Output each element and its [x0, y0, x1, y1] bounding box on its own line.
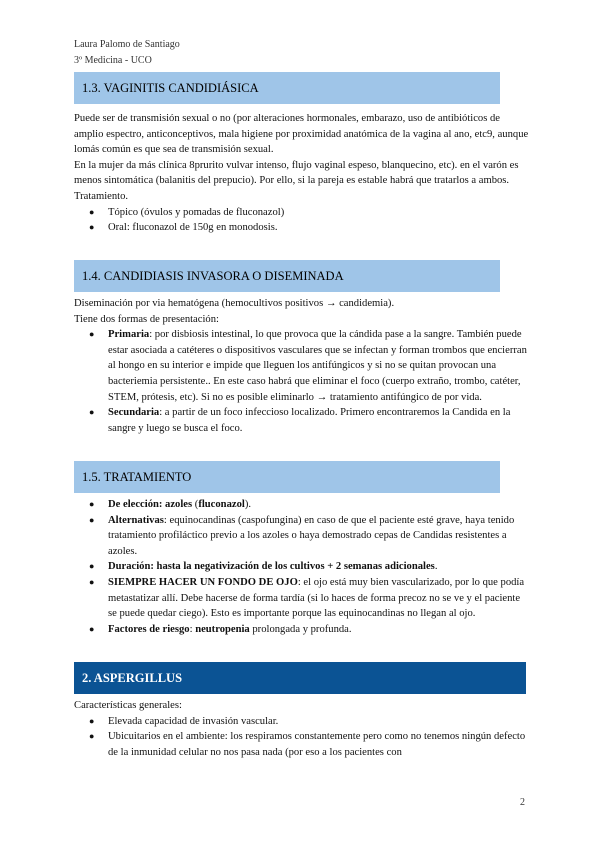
list-item-alternativas: ● Alternativas: equinocandinas (caspofungina) en caso de que el paciente esté grave, haya tenido tratamiento profiláctico previo a los azoles o haya demostrado cepas de Candidas resistentes a azoles.: [89, 514, 515, 557]
aspergillus-list: [74, 714, 530, 761]
tratamiento-list: [74, 497, 530, 637]
header-course: 3º Medicina - UCO: [74, 55, 152, 66]
vaginitis-paragraph-1: Puede ser de transmisión sexual o no (por alteraciones hormonales, embarazo, uso de antibióticos de amplio espectro, anticonceptivos, mala higiene por proximidad anatómica de la vagina al ano, etc9, aunque lomás común es que sea de transmisión sexual.: [74, 113, 529, 156]
candidiasis-paragraph-2: Tiene dos formas de presentación:: [74, 313, 219, 325]
bullet-icon: ●: [89, 514, 95, 525]
bullet-icon: ●: [89, 715, 95, 726]
list-item-fondo-de-ojo: ● SIEMPRE HACER UN FONDO DE OJO: el ojo está muy bien vascularizado, por lo que podía metastatizar allí. Debe hacerse de forma tardía (si lo haces de forma precoz no se ve y el paciente se puede quedar ciego). Esto es importante porque las equinocandinas no llegan al ojo.: [89, 576, 525, 620]
list-item-secundaria: ● Secundaria: a partir de un foco infeccioso localizado. Primero encontraremos la Candida en la sangre y luego se busca el foco.: [89, 407, 511, 434]
candidiasis-paragraph-1: Diseminación por via hematógena (hemocultivos positivos → candidemia).: [74, 298, 395, 309]
list-item: ● Oral: fluconazol de 150g en monodosis.: [74, 220, 530, 236]
vaginitis-treatment-label: Tratamiento.: [74, 190, 129, 202]
bullet-icon: ●: [89, 329, 95, 340]
vaginitis-paragraph-2: En la mujer da más clínica 8prurito vulvar intenso, flujo vaginal espeso, blanquecino, etc). en el varón es menos sintomática (balanitis del prepucio). Por ello, si la pareja es estable habrá que tratarlos a ambos.: [74, 159, 519, 187]
section-aspergillus-body: [74, 698, 530, 760]
bullet-icon: ●: [89, 576, 95, 587]
page-header: [74, 37, 180, 69]
bullet-icon: ●: [89, 407, 95, 418]
section-candidiasis-body: [74, 296, 530, 436]
bullet-icon: ●: [89, 222, 95, 233]
list-item-eleccion: ● De elección: azoles (fluconazol).: [74, 497, 530, 513]
section-vaginitis-body: [74, 111, 530, 236]
candidiasis-forms-list: [74, 327, 530, 436]
vaginitis-treatment-list: [74, 205, 530, 236]
page-number: 2: [520, 797, 525, 808]
bullet-icon: ●: [89, 206, 95, 217]
heading-vaginitis: 1.3. VAGINITIS CANDIDIÁSICA: [74, 72, 500, 104]
heading-tratamiento: 1.5. TRATAMIENTO: [74, 461, 500, 493]
bullet-icon: ●: [89, 623, 95, 634]
list-item: ● Ubicuitarios en el ambiente: los respiramos constantemente pero como no tenemos ningún defecto de la inmunidad celular no nos pasa nada (por eso a los pacientes con: [89, 731, 526, 758]
list-item: ● Tópico (óvulos y pomadas de fluconazol): [74, 205, 530, 221]
bullet-icon: ●: [89, 499, 95, 509]
list-item: ● Elevada capacidad de invasión vascular.: [74, 714, 530, 730]
bullet-icon: ●: [89, 561, 95, 572]
aspergillus-intro: Características generales:: [74, 700, 182, 711]
header-author: Laura Palomo de Santiago: [74, 39, 180, 50]
heading-candidiasis-invasora: 1.4. CANDIDIASIS INVASORA O DISEMINADA: [74, 260, 500, 292]
heading-aspergillus: 2. ASPERGILLUS: [74, 662, 526, 694]
list-item-primaria: ● Primaria: por disbiosis intestinal, lo que provoca que la cándida pase a la sangre. También puede estar asociada a catéteres o dispositivos vasculares que se infectan y forman trombos que encierran al hongo en su interior e impide que lleguen los antifúngicos y si no se quitan provocan una bacteriemia persistente.. En este caso habrá que eliminar el foco (cuerpo extraño, trombo, catéter, STEM, prótesis, etc). Si no es posible eliminarlo → tratamiento antifúngico de por vida.: [89, 329, 527, 403]
bullet-icon: ●: [89, 731, 95, 742]
section-tratamiento-body: [74, 497, 530, 637]
list-item-duracion: ● Duración: hasta la negativización de los cultivos + 2 semanas adicionales.: [74, 559, 530, 575]
list-item-factores-riesgo: ● Factores de riesgo: neutropenia prolongada y profunda.: [74, 622, 530, 638]
